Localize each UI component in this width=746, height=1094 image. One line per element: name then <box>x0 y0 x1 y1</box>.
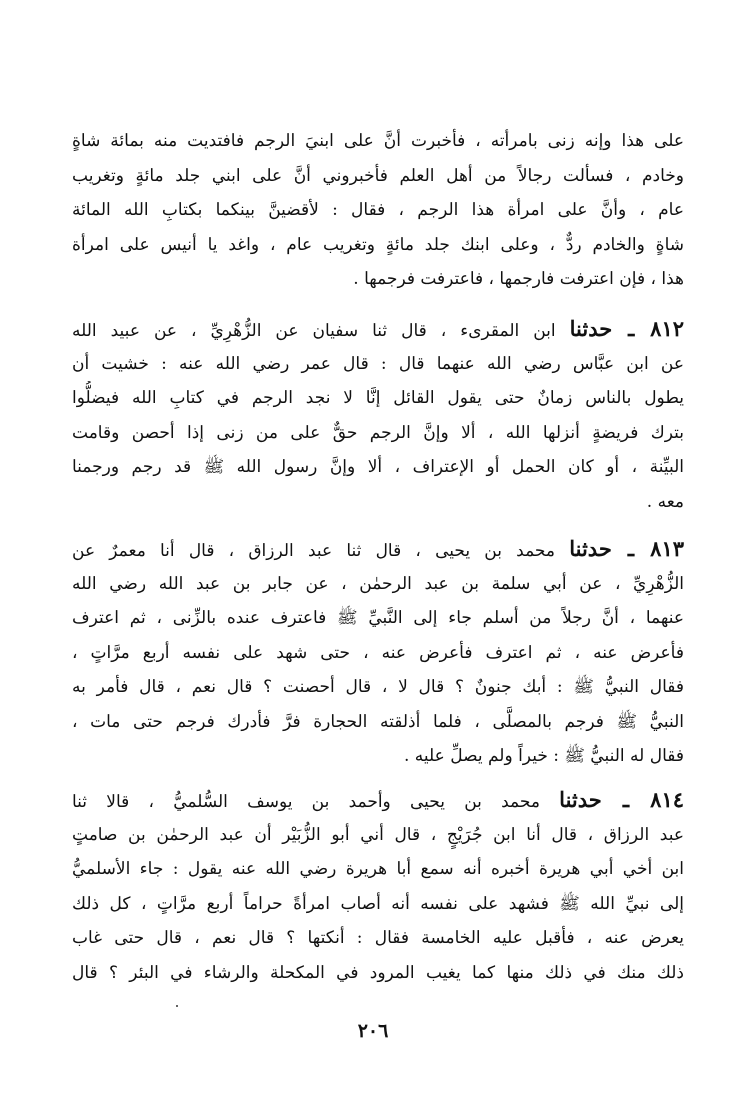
text-line: فقال النبيُّ ﷺ : أبك جنونٌ ؟ قال لا ، قال أحصنت ؟ قال نعم ، قال فأمر به <box>72 677 684 697</box>
text-line-first <box>72 532 684 567</box>
text-line: ذلك منك في ذلك منها كما يغيب المرود في المكحلة والرشاء في البئر ؟ قال <box>72 962 684 983</box>
text-line-body: محمد بن يحيى ، قال ثنا عبد الرزاق ، قال أنا معمرٌ عن <box>72 541 556 561</box>
text-line: عام ، وأنَّ على امرأة هذا الرجم ، فقال : لأقضينَّ بينكما بكتابِ الله المائة <box>72 200 684 220</box>
text-line-body: محمد بن يحيى وأحمد بن يوسف السُّلميُّ ، قالا ثنا <box>72 792 540 812</box>
text-line: على هذا وإنه زنى بامرأته ، فأخبرت أنَّ على ابنيَ الرجم فافتديت منه بمائة شاةٍ <box>72 131 684 151</box>
scan-speck <box>176 1005 178 1007</box>
text-line-first <box>72 783 684 818</box>
text-line: هذا ، فإن اعترفت فارجمها ، فاعترفت فرجمها . <box>353 269 684 289</box>
text-line: شاةٍ والخادم ردٌّ ، وعلى ابنك جلد مائةٍ وتغريب عام ، واغد يا أنيس على امرأة <box>72 234 684 255</box>
hadith-812 <box>72 312 684 519</box>
text-line: عبد الرزاق ، قال أنا ابن جُرَيْجٍ ، قال أني أبو الزُّبَيْر أن عبد الرحمٰن بن صامتٍ <box>72 824 684 845</box>
text-line: عنهما ، أنَّ رجلاً من أسلم جاء إلى النَّبيِّ ﷺ فاعترف عنده بالزِّنى ، ثم اعترف <box>72 608 684 628</box>
paragraph-continuation <box>72 124 684 297</box>
hadith-813 <box>72 532 684 774</box>
text-line-body: ابن المقرىء ، قال ثنا سفيان عن الزُّهْرِيِّ ، عن عبيد الله <box>72 321 556 341</box>
hadith-number: ٨١٤ ـ حدثنا <box>559 787 684 812</box>
text-line: فأعرض عنه ، ثم اعترف فأعرض عنه ، حتى شهد على نفسه أربع مرَّاتٍ ، <box>72 642 684 663</box>
text-line: بترك فريضةٍ أنزلها الله ، ألا وإنَّ الرجم حقٌّ على من زنى إذا أحصن وقامت <box>72 422 684 443</box>
hadith-814 <box>72 783 684 990</box>
text-line: فقال له النبيُّ ﷺ : خيراً ولم يصلِّ عليه . <box>404 746 684 766</box>
text-line: النبيُّ ﷺ فرجم بالمصلَّى ، فلما أذلقته الحجارة فرَّ فأدرك فرجم حتى مات ، <box>72 711 684 732</box>
text-line: يعرض عنه ، فأقبل عليه الخامسة فقال : أنكتها ؟ قال نعم ، قال حتى غاب <box>72 928 684 948</box>
text-line: عن ابن عبَّاس رضي الله عنهما قال : قال عمر رضي الله عنه : خشيت أن <box>72 353 684 374</box>
hadith-number: ٨١٣ ـ حدثنا <box>569 536 684 561</box>
text-line: معه . <box>646 491 684 512</box>
text-line: الزُّهْرِيِّ ، عن أبي سلمة بن عبد الرحمٰن ، عن جابر بن عبد الله رضي الله <box>72 573 684 594</box>
text-line: إلى نبيِّ الله ﷺ فشهد على نفسه أنه أصاب امرأةً حراماً أربع مرَّاتٍ ، كل ذلك <box>72 893 684 914</box>
page-number: ٢٠٦ <box>357 1020 389 1042</box>
text-line: ابن أخي أبي هريرة أخبره أنه سمع أبا هريرة رضي الله عنه يقول : جاء الأسلميُّ <box>72 859 684 879</box>
text-line: وخادم ، فسألت رجالاً من أهل العلم فأخبروني أنَّ على ابني جلد مائةٍ وتغريب <box>72 165 684 186</box>
hadith-number: ٨١٢ ـ حدثنا <box>569 316 684 341</box>
text-line: يطول بالناس زمانٌ حتى يقول القائل إنَّا لا نجد الرجم في كتابِ الله فيضلُّوا <box>72 388 684 408</box>
text-line: البيِّنة ، أو كان الحمل أو الإعتراف ، ألا وإنَّ رسول الله ﷺ قد رجم ورجمنا <box>72 457 684 477</box>
text-line-first <box>72 312 684 347</box>
